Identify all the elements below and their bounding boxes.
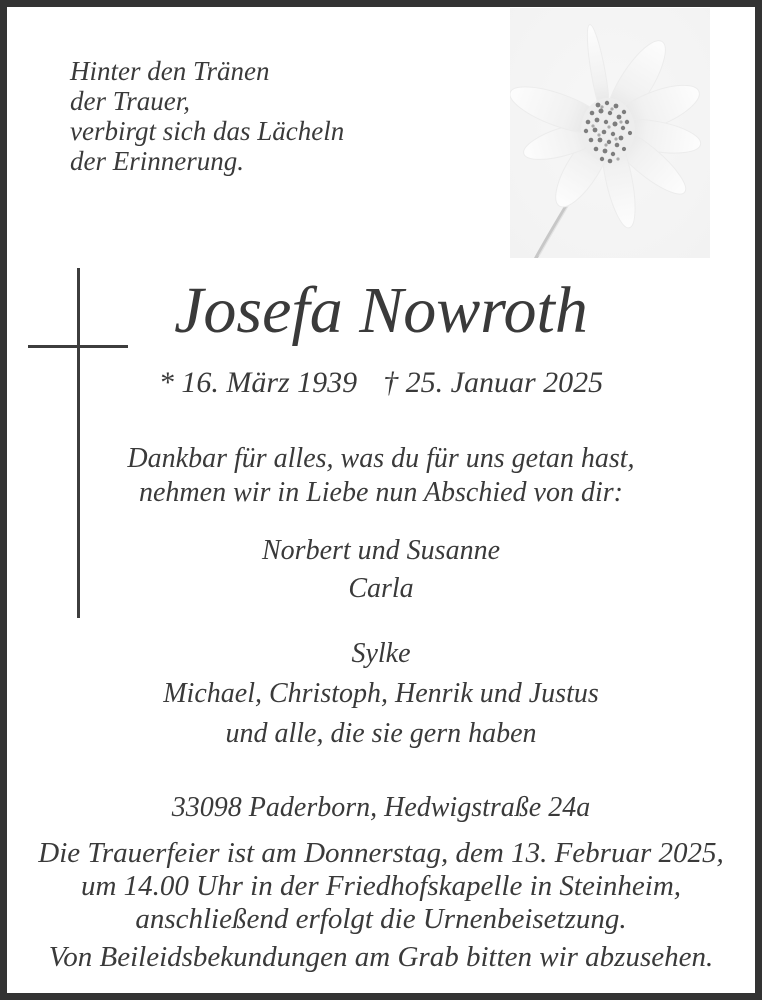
life-dates [0,368,762,398]
funeral-line: anschließend erfolgt die Urnenbeisetzung. [135,903,627,935]
tribute-text [0,442,762,510]
family-address: 33098 Paderborn, Hedwigstraße 24a [171,792,591,823]
deceased-name: Josefa Nowroth [174,274,588,347]
mourner-name: Michael, Christoph, Henrik und Justus [163,678,599,709]
mourner-name: Carla [348,573,414,604]
funeral-info [0,837,762,936]
flower-image [510,8,710,258]
mourners-group-1 [0,532,762,608]
funeral-line: um 14.00 Uhr in der Friedhofskapelle in Steinheim, [80,870,682,902]
tribute-line: nehmen wir in Liebe nun Abschied von dir: [139,477,623,508]
tribute-line: Dankbar für alles, was du für uns getan hast, [127,443,635,474]
quote-line: der Erinnerung. [70,146,244,176]
mourner-name: Norbert und Susanne [262,535,500,566]
mourner-name: und alle, die sie gern haben [225,718,537,749]
funeral-line: Die Trauerfeier ist am Donnerstag, dem 13. Februar 2025, [38,837,724,869]
memorial-quote [70,56,344,176]
quote-line: der Trauer, [70,86,191,116]
quote-line: Hinter den Tränen [70,56,270,86]
flower-illustration [510,8,710,258]
cross-horizontal-bar [28,345,128,348]
death-date: † 25. Januar 2025 [383,366,604,399]
mourner-name: Sylke [351,638,411,669]
birth-date: * 16. März 1939 [158,366,358,399]
condolence-note: Von Beileidsbekundungen am Grab bitten wir abzusehen. [48,941,714,973]
quote-line: verbirgt sich das Lächeln [70,116,345,146]
mourners-group-2 [0,634,762,754]
